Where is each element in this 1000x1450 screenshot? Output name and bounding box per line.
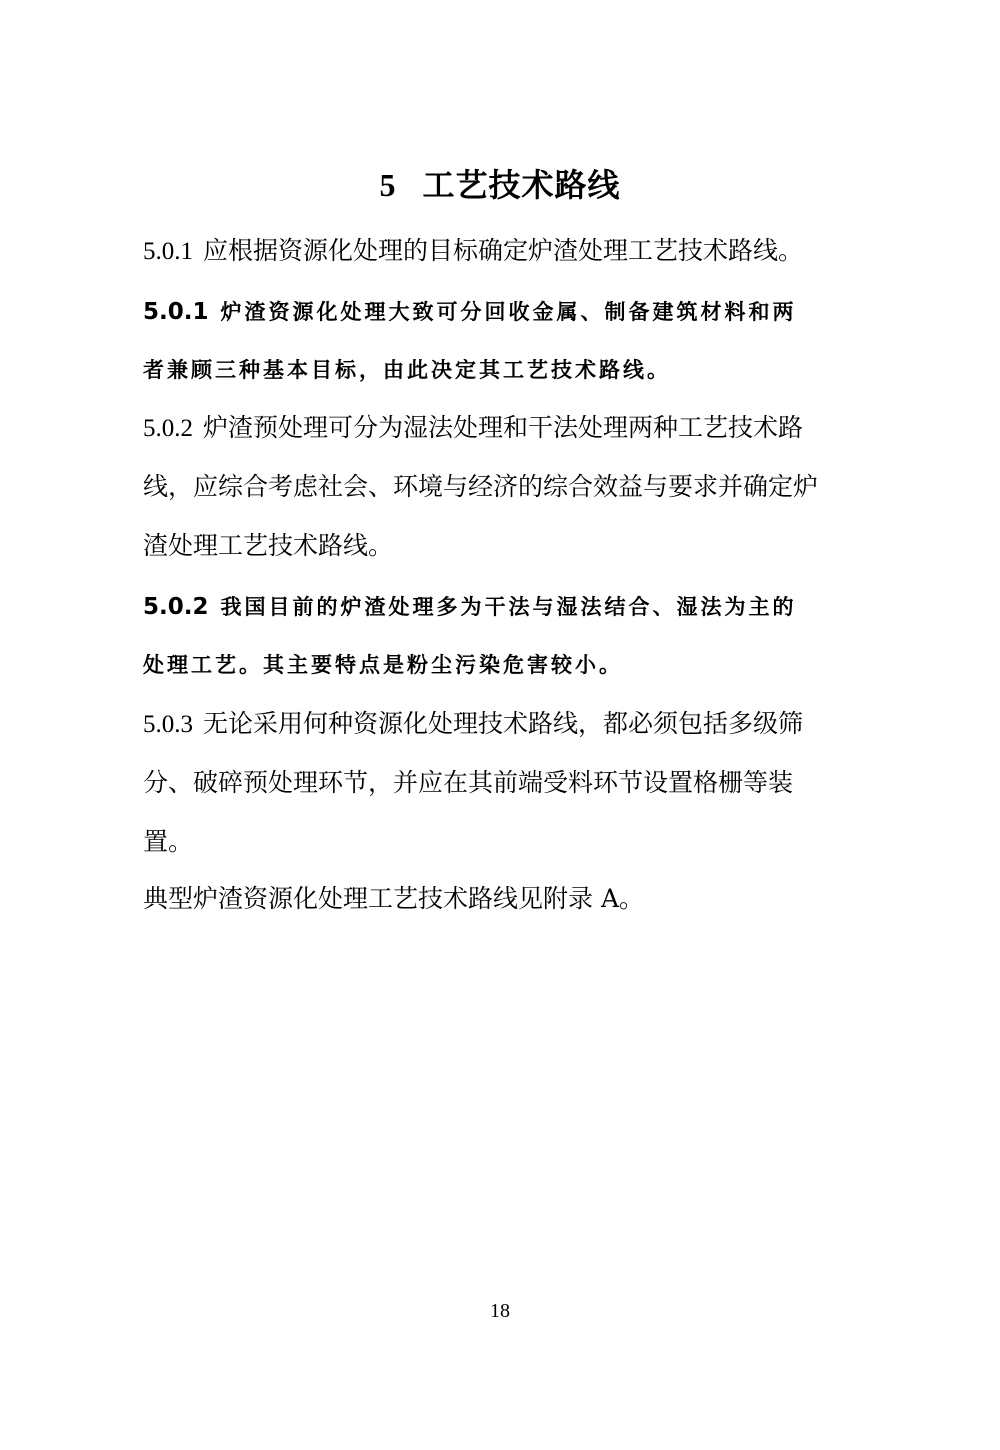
clause-text: 置。: [143, 827, 194, 856]
chapter-number: 5: [379, 167, 397, 203]
explanation-5-0-1-line-2: [143, 355, 863, 385]
clause-text: 应根据资源化处理的目标确定炉渣处理工艺技术路线。: [203, 236, 804, 265]
clause-5-0-3: [143, 709, 863, 740]
clause-number: 5.0.3: [143, 711, 193, 738]
chapter-title: [0, 160, 1000, 206]
clause-text: 分、破碎预处理环节，并应在其前端受料环节设置格栅等装: [143, 768, 794, 797]
clause-number: 5.0.1: [143, 238, 193, 265]
explanation-text: 我国目前的炉渣处理多为干法与湿法结合、湿法为主的: [220, 595, 797, 619]
explanation-text: 处理工艺。其主要特点是粉尘污染危害较小。: [143, 653, 623, 677]
clause-5-0-2-line-3: [143, 531, 863, 561]
clause-5-0-3-line-2: [143, 768, 863, 798]
explanation-5-0-2: [143, 592, 863, 622]
explanation-number: 5.0.2: [143, 594, 209, 620]
clause-5-0-1: [143, 236, 863, 267]
page-number: 18: [490, 1300, 510, 1322]
appendix-reference: [143, 884, 863, 914]
explanation-5-0-2-line-2: [143, 650, 863, 680]
chapter-title-text: 工艺技术路线: [422, 166, 621, 204]
clause-text: 线，应综合考虑社会、环境与经济的综合效益与要求并确定炉: [143, 472, 819, 501]
clause-text: 无论采用何种资源化处理技术路线，都必须包括多级筛: [203, 709, 804, 738]
appendix-reference-text: 典型炉渣资源化处理工艺技术路线见附录 A。: [143, 884, 645, 913]
clause-5-0-3-line-3: [143, 827, 863, 857]
clause-number: 5.0.2: [143, 415, 193, 442]
clause-5-0-2-line-2: [143, 472, 863, 502]
explanation-text: 炉渣资源化处理大致可分回收金属、制备建筑材料和两: [220, 300, 797, 324]
explanation-text: 者兼顾三种基本目标，由此决定其工艺技术路线。: [143, 358, 671, 382]
clause-5-0-2: [143, 413, 863, 444]
explanation-number: 5.0.1: [143, 299, 209, 325]
clause-text: 炉渣预处理可分为湿法处理和干法处理两种工艺技术路: [203, 413, 804, 442]
explanation-5-0-1: [143, 297, 863, 327]
clause-text: 渣处理工艺技术路线。: [143, 531, 394, 560]
